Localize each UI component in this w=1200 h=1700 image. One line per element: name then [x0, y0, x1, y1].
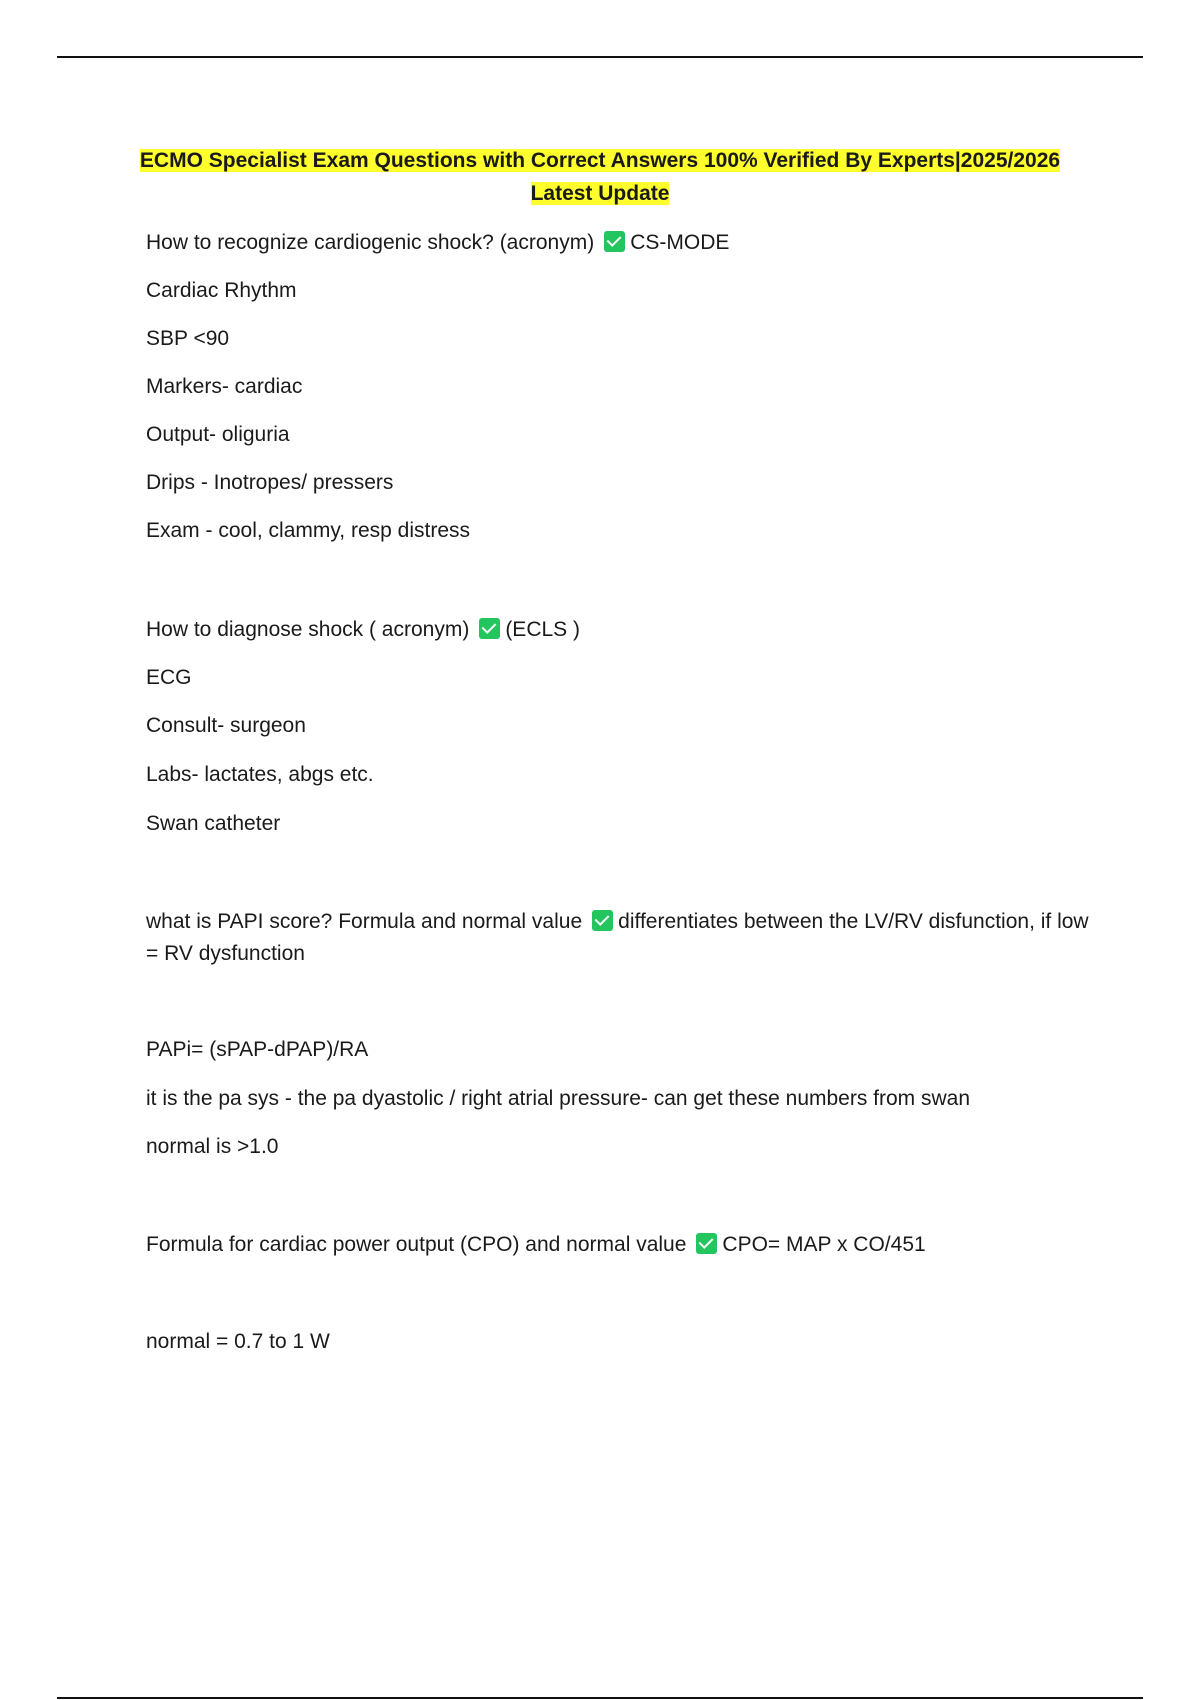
qa-question-2	[146, 617, 580, 643]
qa-detail: Swan catheter	[146, 812, 281, 835]
answer-text: CS-MODE	[630, 231, 730, 254]
answer-text: CPO= MAP x CO/451	[722, 1233, 926, 1256]
qa-detail: it is the pa sys - the pa dyastolic / right atrial pressure- can get these numbers from swan	[146, 1087, 971, 1110]
qa-detail: Exam - cool, clammy, resp distress	[146, 519, 471, 542]
question-text: Formula for cardiac power output (CPO) and normal value	[146, 1233, 687, 1256]
qa-detail: Cardiac Rhythm	[146, 279, 297, 302]
qa-detail: normal = 0.7 to 1 W	[146, 1330, 330, 1353]
qa-question-4	[146, 1232, 926, 1258]
check-box-icon	[696, 1233, 717, 1254]
qa-detail: Markers- cardiac	[146, 375, 303, 398]
check-box-icon	[604, 231, 625, 252]
qa-detail: PAPi= (sPAP-dPAP)/RA	[146, 1038, 369, 1061]
qa-detail: normal is >1.0	[146, 1135, 279, 1158]
question-text: what is PAPI score? Formula and normal value	[146, 910, 583, 933]
qa-detail: SBP <90	[146, 327, 230, 350]
qa-detail: Output- oliguria	[146, 423, 290, 446]
qa-detail: Consult- surgeon	[146, 714, 306, 737]
qa-question-3	[146, 906, 1096, 970]
footer-rule	[57, 1697, 1143, 1699]
qa-detail: Labs- lactates, abgs etc.	[146, 763, 374, 786]
answer-text: differentiates between the LV/RV disfunction, if low = RV dysfunction	[146, 910, 1089, 965]
document-title: ECMO Specialist Exam Questions with Correct Answers 100% Verified By Experts|2025/2026 Latest Update	[139, 149, 1061, 205]
check-box-icon	[479, 618, 500, 639]
question-text: How to diagnose shock ( acronym)	[146, 618, 470, 641]
answer-text: (ECLS )	[505, 618, 580, 641]
header-rule	[57, 56, 1143, 58]
qa-question-1	[146, 230, 729, 256]
qa-detail: Drips - Inotropes/ pressers	[146, 471, 394, 494]
question-text: How to recognize cardiogenic shock? (acronym)	[146, 231, 595, 254]
check-box-icon	[592, 910, 613, 931]
qa-detail: ECG	[146, 666, 192, 689]
